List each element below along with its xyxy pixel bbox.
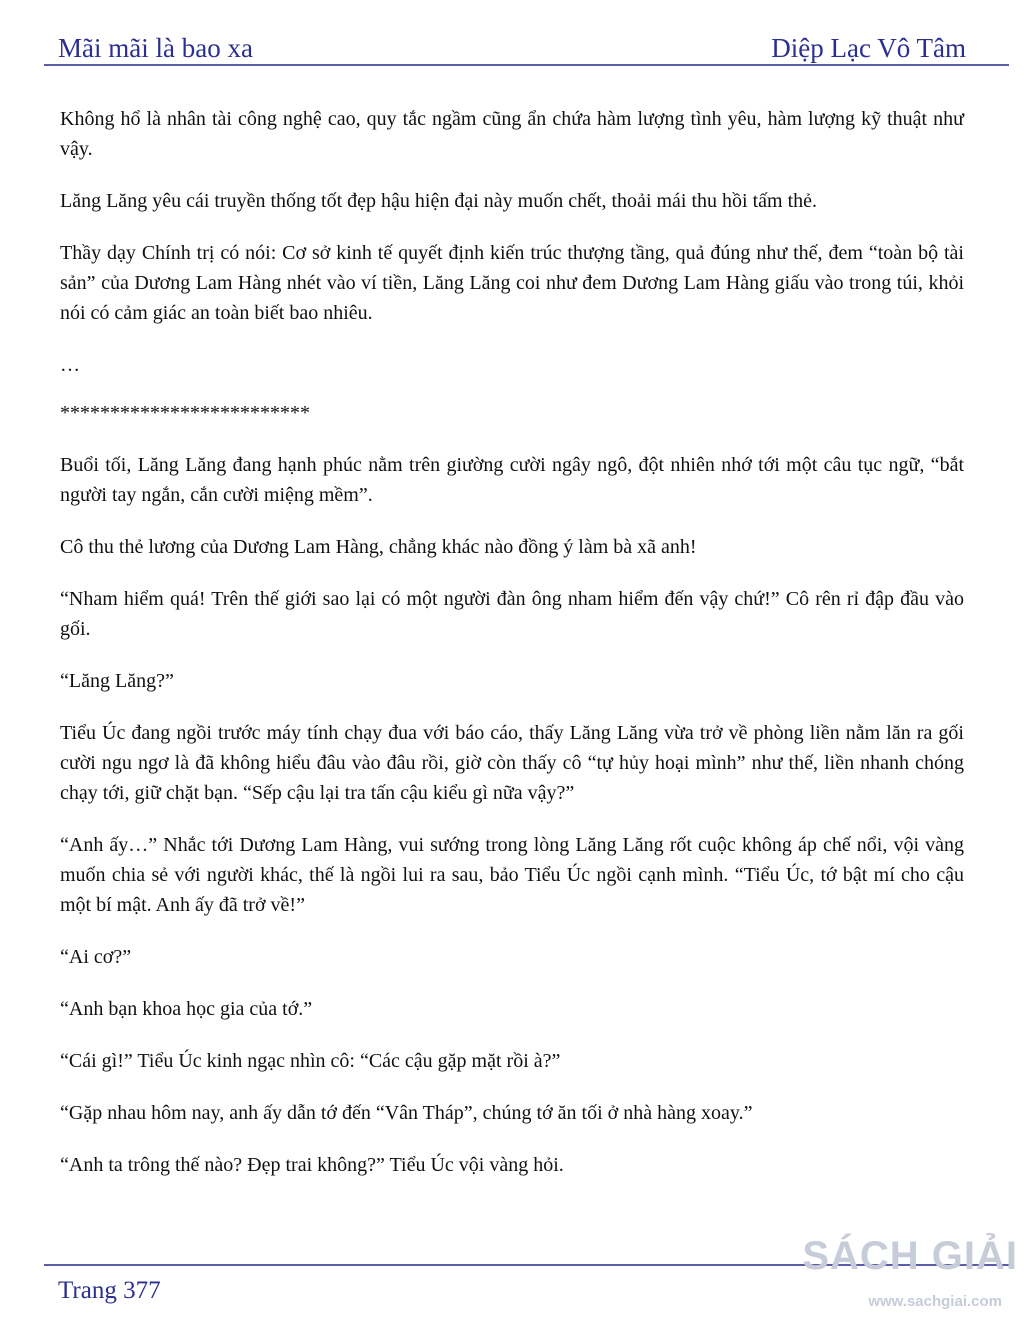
paragraph: Buổi tối, Lăng Lăng đang hạnh phúc nằm trên giường cười ngây ngô, đột nhiên nhớ tới một câu tục ngữ, “bắt người tay ngắn, cắn cười miệng mềm”. (60, 454, 964, 506)
watermark-logo: SÁCH GIẢI (802, 1234, 1018, 1278)
paragraph: “Anh ta trông thế nào? Đẹp trai không?” Tiểu Úc vội vàng hỏi. (60, 1154, 564, 1176)
watermark-url: www.sachgiai.com (868, 1293, 1002, 1310)
paragraph: Không hổ là nhân tài công nghệ cao, quy tắc ngầm cũng ẩn chứa hàm lượng tình yêu, hàm lượng kỹ thuật như vậy. (60, 108, 964, 160)
paragraph: “Lăng Lăng?” (60, 670, 174, 692)
paragraph: “Cái gì!” Tiểu Úc kinh ngạc nhìn cô: “Các cậu gặp mặt rồi à?” (60, 1050, 561, 1072)
section-separator: ************************* (60, 402, 310, 424)
page-number: Trang 377 (58, 1277, 161, 1304)
paragraph: Thầy dạy Chính trị có nói: Cơ sở kinh tế quyết định kiến trúc thượng tầng, quả đúng như thế, đem “toàn bộ tài sản” của Dương Lam Hàng nhét vào ví tiền, Lăng Lăng coi như đem Dương Lam Hàng giấu vào trong túi, khỏi nói có cảm giác an toàn biết bao nhiêu. (60, 242, 964, 324)
paragraph: “Gặp nhau hôm nay, anh ấy dẫn tớ đến “Vân Tháp”, chúng tớ ăn tối ở nhà hàng xoay.” (60, 1102, 753, 1124)
ellipsis-line: … (60, 354, 80, 376)
author-name: Diệp Lạc Vô Tâm (771, 33, 966, 63)
paragraph: “Anh ấy…” Nhắc tới Dương Lam Hàng, vui sướng trong lòng Lăng Lăng rốt cuộc không áp chế nổi, vội vàng muốn chia sẻ với người khác, thế là ngồi lui ra sau, bảo Tiểu Úc ngồi cạnh mình. “Tiểu Úc, tớ bật mí cho cậu một bí mật. Anh ấy đã trở về!” (60, 834, 964, 916)
paragraph: Lăng Lăng yêu cái truyền thống tốt đẹp hậu hiện đại này muốn chết, thoải mái thu hồi tấm thẻ. (60, 190, 818, 212)
paragraph: “Nham hiểm quá! Trên thế giới sao lại có một người đàn ông nham hiểm đến vậy chứ!” Cô rên rỉ đập đầu vào gối. (60, 588, 964, 640)
paragraph: Tiểu Úc đang ngồi trước máy tính chạy đua với báo cáo, thấy Lăng Lăng vừa trở về phòng liền nằm lăn ra gối cười ngu ngơ là đã không hiểu đâu vào đâu rồi, giờ còn thấy cô “tự hủy hoại mình” như thế, liền nhanh chóng chạy tới, giữ chặt bạn. “Sếp cậu lại tra tấn cậu kiểu gì nữa vậy?” (60, 722, 964, 804)
page-header (58, 22, 966, 62)
header-divider (44, 64, 1009, 66)
paragraph: Cô thu thẻ lương của Dương Lam Hàng, chẳng khác nào đồng ý làm bà xã anh! (60, 536, 697, 558)
book-title: Mãi mãi là bao xa (58, 33, 253, 63)
paragraph: “Ai cơ?” (60, 946, 132, 968)
page-body (60, 104, 964, 1202)
paragraph: “Anh bạn khoa học gia của tớ.” (60, 998, 313, 1020)
sachgiai-watermark (802, 1232, 1018, 1318)
